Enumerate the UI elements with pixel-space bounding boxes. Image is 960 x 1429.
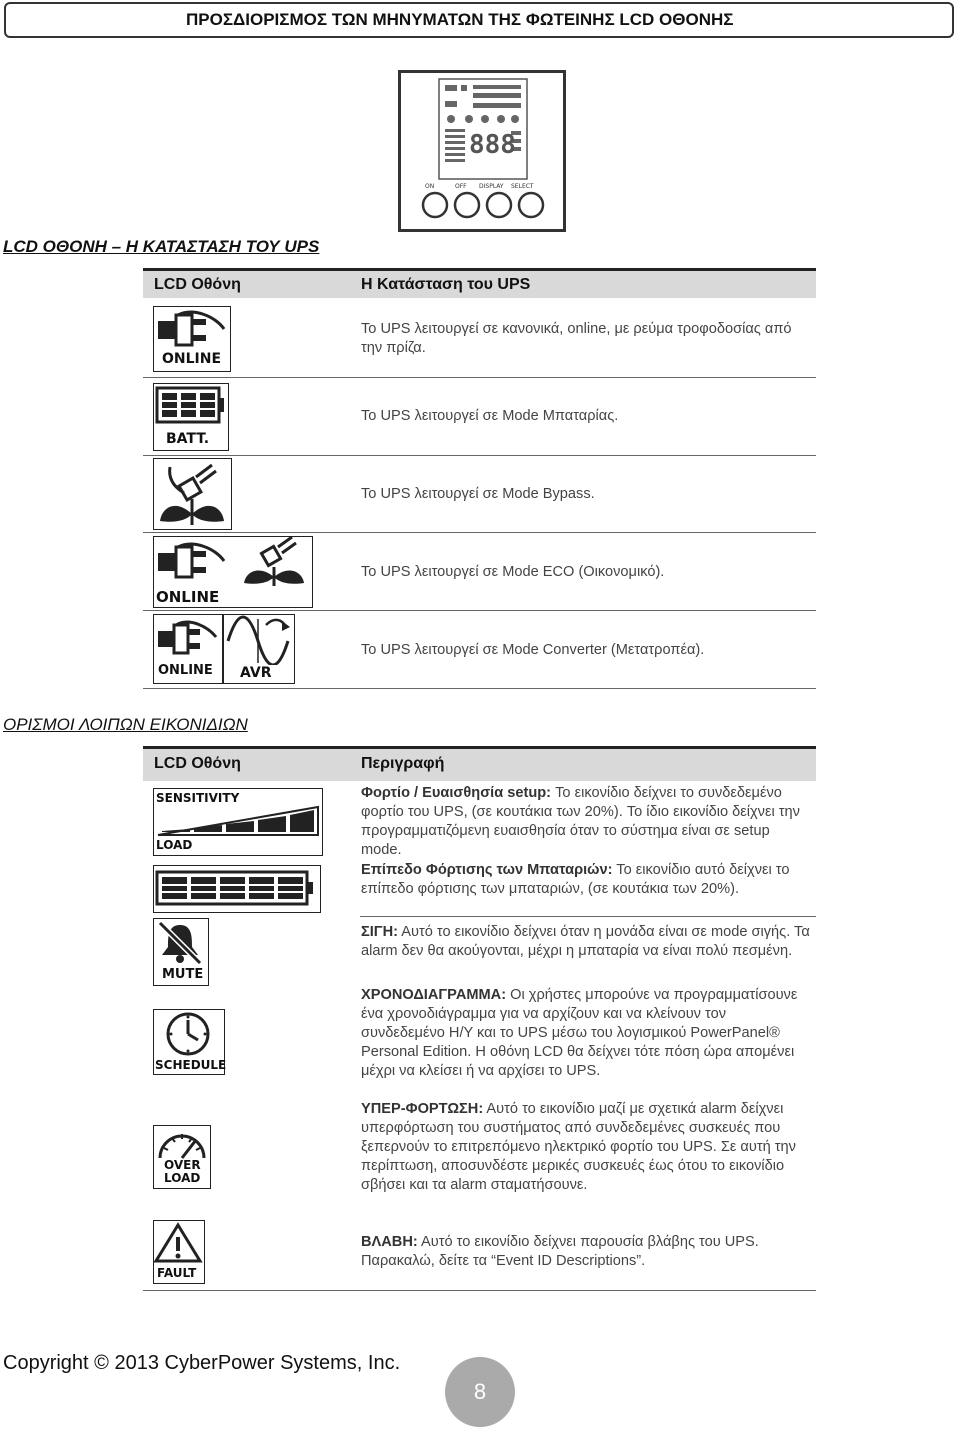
panel-digits: 888: [469, 130, 516, 160]
overload-icon: [153, 1125, 211, 1189]
panel-display-button: [487, 193, 511, 217]
desc-load-sensitivity: [361, 784, 811, 860]
desc-text: Οι χρήστες μπορούνε να προγραμματίσουνε ένα χρονοδιάγραμμα για να αρχίζουν και να κλείνουν τον συνδεδεμένο Η/Υ και το UPS μέσω του λογισμικού PowerPanel® Personal Edition. Η οθόνη LCD θα δείχνει τότε πόση ώρα απομένει μέχρι να κλείσει ή να αρχίσει το UPS.: [361, 987, 798, 1079]
clock-graphic: [154, 1010, 223, 1058]
row-bypass-text: Το UPS λειτουργεί σε Mode Bypass.: [361, 486, 595, 502]
load-label: LOAD: [156, 838, 193, 852]
desc-text: Το εικονίδιο αυτό δείχνει το επίπεδο φόρτισης των μπαταριών, (σε κουτάκια των 20%).: [361, 862, 790, 897]
bypass-icon: [153, 458, 232, 530]
row-divider: [360, 916, 816, 917]
sensitivity-load-icon: [153, 788, 323, 856]
desc-text: Το εικονίδιο δείχνει το συνδεδεμένο φορτίο του UPS, (σε κουτάκια των 20%). Το ίδιο εικονίδιο δείχνει την προγραμματιζόμενη ευαισθησία όταν το σύστημα είναι σε setup mode.: [361, 785, 800, 858]
panel-button-label-on: ON: [425, 183, 435, 190]
desc-battery-level: [361, 861, 811, 899]
plug-graphic: [154, 307, 229, 351]
desc-text: Αυτό το εικονίδιο μαζί με σχετικά alarm δείχνει υπερφόρτωση του συστήματος από συνδεδεμένες συσκευές που ξεπερνούν το επιτρεπόμενο ηλεκτρικό φορτίο του UPS. Σε αυτή την περίπτωση, αποσυνδέστε μερικές συσκευές έως ότου το εικονίδιο σβήσει και τα alarm σταματήσουνε.: [361, 1101, 796, 1193]
eco-icon: [153, 536, 313, 608]
panel-off-button: [455, 193, 479, 217]
row-online-text: Το UPS λειτουργεί σε κανονικά, online, με ρεύμα τροφοδοσίας από την πρίζα.: [361, 321, 792, 356]
row-eco-text: Το UPS λειτουργεί σε Mode ECO (Οικονομικό).: [361, 564, 665, 580]
bypass-plant-graphic: [154, 459, 230, 528]
overload-load-label: LOAD: [164, 1171, 201, 1185]
sensitivity-label: SENSITIVITY: [156, 791, 240, 805]
overload-over-label: OVER: [164, 1158, 201, 1172]
battery-level-icon: [153, 865, 321, 913]
row-divider: [143, 455, 816, 456]
page-title: ΠΡΟΣΔΙΟΡΙΣΜΟΣ ΤΩΝ ΜΗΝΥΜΑΤΩΝ ΤΗΣ ΦΩΤΕΙΝΗΣ LCD ΟΘΟΝΗΣ: [186, 10, 734, 29]
avr-sine-graphic: [224, 615, 293, 665]
section1-title: LCD ΟΘΟΝΗ – Η ΚΑΤΑΣΤΑΣΗ ΤΟΥ UPS: [3, 237, 320, 256]
converter-plug-graphic: [154, 615, 221, 663]
gauge-graphic: [154, 1126, 209, 1162]
battery-level-graphic: [154, 866, 319, 911]
section2-col-description: Περιγραφή: [361, 755, 445, 772]
desc-title: ΧΡΟΝΟΔΙΑΓΡΑΜΜΑ:: [361, 987, 507, 1003]
table-bottom-line: [143, 1290, 816, 1291]
converter-online-label: ONLINE: [158, 663, 213, 678]
mute-label: MUTE: [162, 967, 204, 982]
lcd-panel-graphic: [401, 73, 563, 229]
row-divider: [143, 377, 816, 378]
page-header: [4, 2, 954, 38]
desc-mute: [361, 923, 811, 961]
desc-title: Επίπεδο Φόρτισης των Μπαταριών:: [361, 862, 613, 878]
online-icon: [153, 306, 231, 372]
row-divider: [143, 610, 816, 611]
batt-label: BATT.: [166, 431, 210, 447]
desc-text: Αυτό το εικονίδιο δείχνει όταν η μονάδα είναι σε mode σιγής. Τα alarm δεν θα ακούγονται, μέχρι η μπαταρία να είναι πολύ πεσμένη.: [361, 924, 810, 959]
section1-table-header: [143, 268, 816, 298]
section2-col-lcd: LCD Οθόνη: [154, 755, 241, 772]
panel-button-label-display: DISPLAY: [479, 183, 504, 190]
eco-online-label: ONLINE: [156, 588, 220, 606]
avr-icon: [223, 614, 295, 684]
desc-title: ΥΠΕΡ-ΦΟΡΤΩΣΗ:: [361, 1101, 484, 1117]
panel-on-button: [423, 193, 447, 217]
muted-bell-graphic: [154, 919, 207, 967]
warning-triangle-graphic: [154, 1221, 203, 1265]
desc-title: ΒΛΑΒΗ:: [361, 1234, 418, 1250]
fault-label: FAULT: [157, 1266, 197, 1280]
section2-table-header: [143, 746, 816, 781]
row-converter-text: Το UPS λειτουργεί σε Mode Converter (Μετατροπέα).: [361, 642, 705, 658]
panel-select-button: [519, 193, 543, 217]
fault-icon: [153, 1220, 205, 1284]
battery-icon: [153, 383, 229, 451]
lcd-front-panel: [398, 70, 566, 232]
panel-button-label-select: SELECT: [511, 183, 534, 190]
row-divider: [143, 688, 816, 689]
eco-graphic: [154, 537, 311, 587]
avr-label: AVR: [240, 665, 272, 681]
online-label: ONLINE: [162, 351, 222, 367]
desc-title: Φορτίο / Ευαισθησία setup:: [361, 785, 552, 801]
row-divider: [143, 532, 816, 533]
page-number: 8: [445, 1357, 515, 1427]
mute-icon: [153, 918, 209, 986]
schedule-icon: [153, 1009, 225, 1075]
desc-text: Αυτό το εικονίδιο δείχνει παρουσία βλάβης του UPS. Παρακαλώ, δείτε τα “Event ID Descriptions”.: [361, 1234, 759, 1269]
row-battery-text: Το UPS λειτουργεί σε Mode Μπαταρίας.: [361, 408, 619, 424]
desc-fault: [361, 1233, 811, 1271]
desc-schedule: [361, 986, 811, 1081]
battery-graphic: [154, 384, 227, 428]
load-bars-graphic: [154, 805, 322, 839]
section1-col-status: Η Κατάσταση του UPS: [361, 276, 531, 293]
converter-online-icon: [153, 614, 223, 684]
schedule-label: SCHEDULE: [155, 1058, 227, 1072]
copyright-text: Copyright © 2013 CyberPower Systems, Inc.: [3, 1352, 401, 1374]
desc-overload: [361, 1100, 811, 1195]
panel-button-label-off: OFF: [455, 183, 467, 190]
section2-title: ΟΡΙΣΜΟΙ ΛΟΙΠΩΝ ΕΙΚΟΝΙΔΙΩΝ: [3, 715, 248, 734]
section1-col-lcd: LCD Οθόνη: [154, 276, 241, 293]
desc-title: ΣΙΓΗ:: [361, 924, 398, 940]
